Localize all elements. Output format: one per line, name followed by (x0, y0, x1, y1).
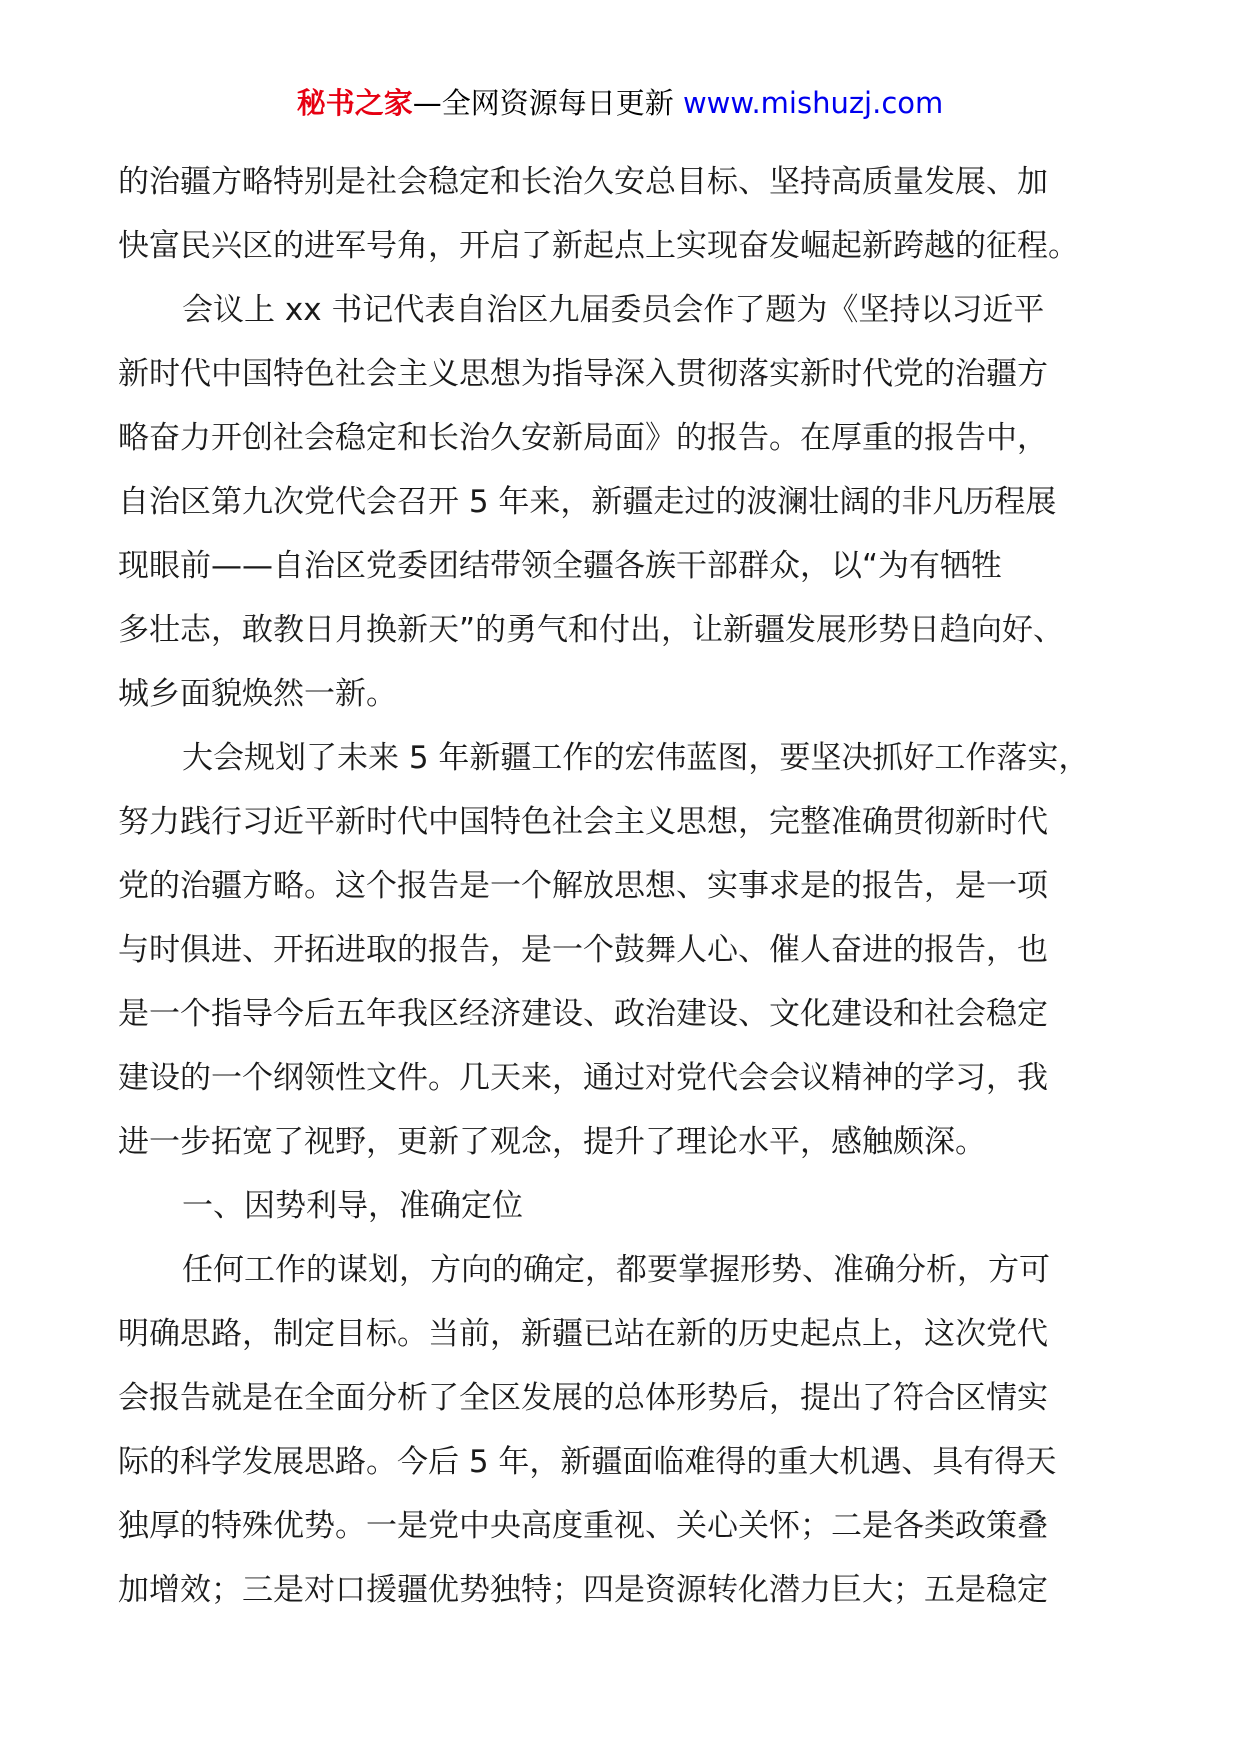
text-line: 会报告就是在全面分析了全区发展的总体形势后，提出了符合区情实 (118, 1380, 1048, 1416)
text-line: 新时代中国特色社会主义思想为指导深入贯彻落实新时代党的治疆方 (118, 356, 1048, 392)
text-line: 明确思路，制定目标。当前，新疆已站在新的历史起点上，这次党代 (118, 1316, 1048, 1352)
text-line: 进一步拓宽了视野，更新了观念，提升了理论水平，感触颇深。 (118, 1124, 986, 1160)
text-line: 自治区第九次党代会召开 5 年来，新疆走过的波澜壮阔的非凡历程展 (118, 484, 1057, 520)
text-line: 党的治疆方略。这个报告是一个解放思想、实事求是的报告，是一项 (118, 868, 1048, 904)
text-line: 际的科学发展思路。今后 5 年，新疆面临难得的重大机遇、具有得天 (118, 1444, 1057, 1480)
text-line: 多壮志，敢教日月换新天”的勇气和付出，让新疆发展形势日趋向好、 (118, 612, 1065, 648)
section-heading: 一、因势利导，准确定位 (182, 1188, 523, 1224)
text-line: 现眼前——自治区党委团结带领全疆各族干部群众，以“为有牺牲 (118, 548, 1003, 584)
page-header (0, 83, 1240, 123)
text-line: 略奋力开创社会稳定和长治久安新局面》的报告。在厚重的报告中， (118, 420, 1048, 456)
text-line: 与时俱进、开拓进取的报告，是一个鼓舞人心、催人奋进的报告，也 (118, 932, 1048, 968)
text-line: 的治疆方略特别是社会稳定和长治久安总目标、坚持高质量发展、加 (118, 164, 1048, 200)
paragraph-start-line: 大会规划了未来 5 年新疆工作的宏伟蓝图，要坚决抓好工作落实， (182, 740, 1090, 776)
document-body (118, 150, 1148, 1622)
brand-name: 秘书之家 (296, 86, 413, 120)
paragraph-start-line: 会议上 xx 书记代表自治区九届委员会作了题为《坚持以习近平 (182, 292, 1045, 328)
text-line: 城乡面貌焕然一新。 (118, 676, 397, 712)
text-line: 是一个指导今后五年我区经济建设、政治建设、文化建设和社会稳定 (118, 996, 1048, 1032)
text-line: 建设的一个纲领性文件。几天来，通过对党代会会议精神的学习，我 (118, 1060, 1048, 1096)
header-tagline: —全网资源每日更新 (412, 86, 683, 120)
text-line: 加增效；三是对口援疆优势独特；四是资源转化潜力巨大；五是稳定 (118, 1572, 1048, 1608)
text-line: 快富民兴区的进军号角，开启了新起点上实现奋发崛起新跨越的征程。 (118, 228, 1079, 264)
text-line: 努力践行习近平新时代中国特色社会主义思想，完整准确贯彻新时代 (118, 804, 1048, 840)
site-url-link[interactable]: www.mishuzj.com (682, 86, 944, 120)
paragraph-start-line: 任何工作的谋划，方向的确定，都要掌握形势、准确分析，方可 (182, 1252, 1050, 1288)
text-line: 独厚的特殊优势。一是党中央高度重视、关心关怀；二是各类政策叠 (118, 1508, 1048, 1544)
